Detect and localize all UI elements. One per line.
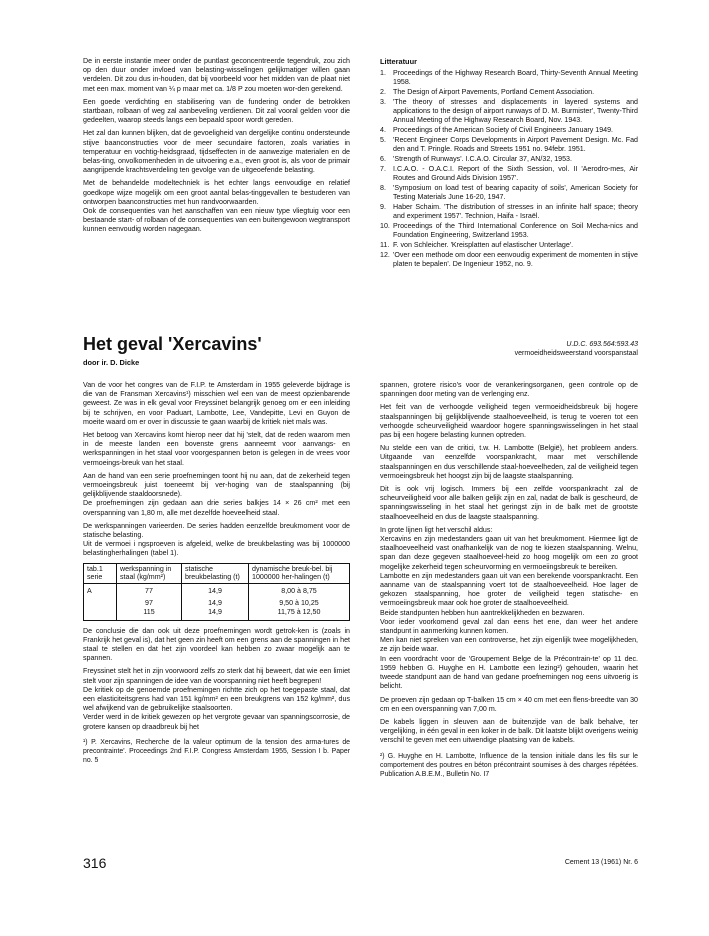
paragraph: Aan de hand van een serie proefnemingen toont hij nu aan, dat de zekerheid tegen vermoeingsbreuk juist toeneemt bij ver-hoging van de staalspanning (bij gelijkblijvende staaldoorsnede). [83, 471, 350, 499]
table-cell: 14,9 [182, 583, 249, 595]
table-header: tab.1 serie [84, 563, 117, 583]
reference-number: 5. [380, 136, 386, 144]
paragraph: Freyssinet stelt het in zijn voorwoord zelfs zo sterk dat hij beweert, dat wie een limiet stelt voor zijn spanningen de idee van de voorspanning niet heeft begrepen! [83, 667, 350, 685]
udc-code [380, 340, 638, 358]
reference-text: 'Symposium on load test of bearing capacity of soils', American Society for Testing Materials June 16-20, 1947. [393, 183, 638, 201]
reference-number: 4. [380, 126, 386, 135]
reference-item [380, 155, 638, 164]
paragraph: Men kan niet spreken van een controverse, het zijn eigenlijk twee mogelijkheden, ze zijn beide waar. [380, 636, 638, 654]
reference-number: 8. [380, 183, 386, 192]
table-cell: 14,9 [182, 595, 249, 608]
table-row [84, 608, 350, 620]
reference-text: 'Recent Engineer Corps Developments in Airport Pavement Design. Mc. Fad den and T. Pringle. Roads and Streets 1951 no. 94febr. 1951. [393, 136, 638, 154]
table-cell: 8,00 à 8,75 [249, 583, 350, 595]
table-cell: 11,75 à 12,50 [249, 608, 350, 620]
paragraph: Een goede verdichting en stabilisering van de fundering onder de betrokken startbaan, rolbaan of weg zal aanbeveling verdienen. Dit zal vooral gelden voor die gedeelten, waarop steeds langs een bepaald spoor wordt gereden. [83, 97, 350, 125]
table-cell: 14,9 [182, 608, 249, 620]
table-row [84, 583, 350, 595]
reference-text: 'Over een methode om door een eenvoudig experiment de momenten in stijve platen te bepalen'. De Ingenieur 1952, no. 9. [393, 250, 638, 268]
paragraph: De kritiek op de genoemde proefnemingen richtte zich op het toegepaste staal, dat een elasticiteitsgrens had van 151 kg/mm² en een breukgrens van 152 kg/mm², dus wel afwijkend van de gebruikelijke staalsoorten. [83, 685, 350, 713]
reference-item [380, 241, 638, 250]
reference-number: 10. [380, 221, 390, 230]
reference-number: 6. [380, 155, 386, 163]
reference-text: Proceedings of the Third International Conference on Soil Mecha-nics and Foundation Engineering, Switzerland 1953. [393, 221, 638, 239]
paragraph: De conclusie die dan ook uit deze proefnemingen wordt getrok-ken is (zoals in Frankrijk het geval is), dat het geen zin heeft om een grens aan de spanningen in het staal te stellen en dat het zijn voordeel kan hebben zo zwaar mogelijk aan te spannen. [83, 626, 350, 663]
reference-text: Haber Schaim. 'The distribution of stresses in an infinite half space; theory and experiment 1957'. Technion, Haifa - Israël. [393, 202, 638, 220]
paragraph: Het feit van de verhoogde veiligheid tegen vermoeidheidsbreuk bij hogere staalspanningen bij gelijkblijvende staalhoeveelheid, is terug te voeren tot een verhoogde scheurveiligheid waardoor hogere spanningswisselingen in het staal pas bij een hogere belasting kunnen optreden. [380, 403, 638, 440]
table-cell [84, 608, 117, 620]
article-author: door ir. D. Dicke [83, 358, 140, 367]
reference-item [380, 251, 638, 269]
table-cell: 115 [117, 608, 182, 620]
reference-text: 'Strength of Runways'. I.C.A.O. Circular 37, AN/32, 1953. [393, 155, 572, 163]
reference-text: 'The theory of stresses and displacements in layered systems and applications to the design of airport runways of D. M. Burmister', Twenty-Third Annual Meeting of the Highway Research Board, Nov. 1943. [393, 98, 638, 125]
paragraph: In een voordracht voor de 'Groupement Belge de la Précontrain-te' op 11 dec. 1959 hebben G. Huyghe en H. Lambotte een lezing²) gehouden, waarin het tweede standpunt aan de hand van gedane proefnemingen nog eens uitvoerig is belicht. [380, 654, 638, 691]
reference-number: 12. [380, 250, 390, 259]
table-cell [84, 595, 117, 608]
reference-number: 7. [380, 164, 386, 173]
paragraph: Voor ieder voorkomend geval zal dan eens het ene, dan weer het andere standpunt in aanmerking kunnen komen. [380, 617, 638, 636]
table-cell: 97 [117, 595, 182, 608]
paragraph: Uit de vermoei i ngsproeven is afgeleid, welke de breukbelasting was bij 1000000 belastingherhalingen (tabel 1). [83, 540, 350, 558]
reference-text: F. von Schleicher. 'Kreisplatten auf elastischer Unterlage'. [393, 240, 574, 249]
reference-item [380, 88, 638, 97]
journal-citation: Cement 13 (1961) Nr. 6 [564, 859, 638, 866]
reference-item [380, 203, 638, 221]
reference-item [380, 136, 638, 154]
top-left-column [83, 57, 350, 239]
table-row [84, 595, 350, 608]
paragraph: Ook de consequenties van het aanschaffen van een nieuw type vliegtuig voor een bestaande start- of rolbaan of de consequenties van een buitengewoon wegtransport kunnen eenvoudig worden nagegaan. [83, 207, 350, 234]
paragraph: Verder werd in de kritiek gewezen op het vergrote gevaar van spanningscorrosie, de grotere kansen op draadbreuk bij het [83, 713, 350, 731]
reference-item [380, 165, 638, 183]
reference-item [380, 69, 638, 87]
table-header: dynamische breuk-bel. bij 1000000 her-halingen (t) [249, 563, 350, 583]
references-column [380, 57, 638, 270]
paragraph: Met de behandelde modeltechniek is het echter langs eenvoudige en relatief goedkope wijze mogelijk om een groot aantal belas-tinggevallen te bestuderen van ontworpen baanconstructies met hun randvoorwaarden. [83, 179, 350, 206]
table-cell: 9,50 à 10,25 [249, 595, 350, 608]
paragraph: Het betoog van Xercavins komt hierop neer dat hij 'stelt, dat de reden waarom men in de meeste landen een bovenste grens aanneemt voor aanvangs- en werkspanningen in het staal voor voorgespannen beton is gelegen in de vrees voor vermoeings-breuk van het staal. [83, 431, 350, 467]
reference-text: The Design of Airport Pavements, Portland Cement Association. [393, 88, 595, 97]
paragraph: Het zal dan kunnen blijken, dat de gevoeligheid van dergelijke continu ondersteunde stijve baanconstructies voor de meer secundaire factoren, zoals variaties in temperatuur en vochtig-heidsgraad, tijdseffecten in de aanwezige materialen en de belas-ting, onvolkomenheden in de uitvoering e.a., even groot is, als voor de primair aangrijpende krachtsverdeling ten gevolge van de uitgeoefende belasting. [83, 129, 350, 175]
table-cell: 77 [117, 583, 182, 595]
body-left-column [83, 381, 350, 765]
footnote: ¹) P. Xercavins, Recherche de la valeur optimum de la tension des arma-tures de precontrainte'. Proceedings 2nd F.I.P. Congress Amsterdam 1955, Session I b. Paper no. 5 [83, 738, 350, 764]
reference-number: 9. [380, 202, 386, 211]
paragraph: Beide standpunten hebben hun aantrekkelijkheden en bezwaren. [380, 608, 585, 617]
reference-number: 2. [380, 88, 386, 97]
table-header: werkspanning in staal (kg/mm²) [117, 563, 182, 583]
paragraph: De proeven zijn gedaan op T-balken 15 cm × 40 cm met een flens-breedte van 30 cm en een overspanning van 7,00 m. [380, 695, 638, 713]
paragraph: Xercavins en zijn medestanders gaan uit van het breukmoment. Hiermee ligt de staalhoeveelheid vast onafhankelijk van de nog te kiezen staalspanning. Welnu, span dan deze gegeven staalhoeveel-heid zo hoog mogelijk om een zo groot mogelijke zekerheid tegen scheurvorming en vermoeiingsbreuk te bereiken. [380, 535, 638, 571]
reference-text: Proceedings of the American Society of Civil Engineers January 1949. [393, 126, 614, 135]
paragraph: Dit is ook vrij logisch. Immers bij een zelfde voorspankracht zal de scheurveiligheid voor alle balken gelijk zijn en zal, nadat de balk is gescheurd, de spanningswisseling in het staal het geringst zijn in de balk met de grootste staalhoeveelheid en dus de laagste staalspanning. [380, 485, 638, 521]
paragraph: De werkspanningen varieerden. De series hadden eenzelfde breukmoment voor de statische belasting. [83, 521, 350, 540]
body-right-column [380, 381, 638, 779]
references-title: Litteratuur [380, 57, 417, 66]
references-list [380, 69, 638, 269]
reference-item [380, 222, 638, 240]
reference-item [380, 98, 638, 126]
table-cell: A [84, 583, 117, 595]
reference-number: 3. [380, 98, 386, 106]
reference-number: 11. [380, 240, 390, 249]
data-table [83, 563, 350, 621]
paragraph: In grote lijnen ligt het verschil aldus: [380, 525, 493, 534]
paragraph: De proefnemingen zijn gedaan aan drie series balkjes 14 × 26 cm² met een overspanning van 1,80 m, alle met dezelfde hoeveelheid staal. [83, 499, 350, 517]
paragraph: De kabels liggen in sleuven aan de buitenzijde van de balk behalve, ter vergelijking, in één geval in een koker in de balk. Dit laatste blijkt overigens weinig verschil te geven met een uitwendige plaatsing van de kabels. [380, 717, 638, 745]
paragraph: De in eerste instantie meer onder de puntlast geconcentreerde tegendruk, zou zich op den duur onder invloed van belasting-wisselingen gelijkmatiger willen gaan verdelen. Dit zou dus in-houden, dat bij voorbeeld voor het midden van de plaat niet met een max. moment van ¼ p maar met ca. 1/8 P zou moeten wor-den gerekend. [83, 57, 350, 93]
reference-text: Proceedings of the Highway Research Board, Thirty-Seventh Annual Meeting 1958. [393, 69, 638, 87]
udc-number: U.D.C. 693.564:593.43 [566, 341, 638, 348]
paragraph: Van de voor het congres van de F.I.P. te Amsterdam in 1955 geleverde bijdrage is die van de Fransman Xercavins¹) misschien wel een van de meest opzienbarende geweest. Ze was in elk geval voor Freyssinet belangrijk genoeg om er een inleiding bij te schrijven, en voor Paduart, Lambotte, Lee, Vandepitte, Levi en Guyon de moeite waard om er over in discussie te gaan waarbij de kritiek niet mals was. [83, 381, 350, 426]
reference-item [380, 126, 638, 135]
paragraph: spannen, grotere risico's voor de verankeringsorganen, geen controle op de spanningen door meting van de verlenging enz. [380, 381, 638, 399]
paragraph: Nu stelde een van de critici, t.w. H. Lambotte (België), het probleem anders. Uitgaande van eenzelfde voorspankracht, maar met verschillende staalspanningen en dus verschillende staal-hoeveelheden, zal de veiligheid tegen vermoeingsbreuk het hoogst zijn bij de laagste staalspanning. [380, 444, 638, 480]
article-title: Het geval 'Xercavins' [83, 334, 262, 354]
udc-subject: vermoeidheidsweerstand voorspanstaal [514, 350, 638, 357]
footnote: ²) G. Huyghe en H. Lambotte, Influence de la tension initiale dans les fils sur le comportement des poutres en béton précontraint soumises à des charges répétées. Publication A.B.E.M., Bulletin No. I7 [380, 752, 638, 778]
page-number: 316 [83, 855, 107, 871]
reference-number: 1. [380, 69, 386, 78]
reference-item [380, 184, 638, 202]
reference-text: I.C.A.O. - O.A.C.I. Report of the Sixth Session, vol. II 'Aerodro-mes, Air Routes and Ground Aids Division 1957'. [393, 164, 638, 182]
paragraph: Lambotte en zijn medestanders gaan uit van een berekende voorspankracht. Een aanname van de staalspanning voert tot de staalhoeveelheid. Hoe lager de gekozen staalspanning, hoe groter de veiligheid tegen statische- en vermoeiingsbreuk maar ook hoe groter de staalhoeveelheid. [380, 571, 638, 608]
table-header: statische breukbelasting (t) [182, 563, 249, 583]
